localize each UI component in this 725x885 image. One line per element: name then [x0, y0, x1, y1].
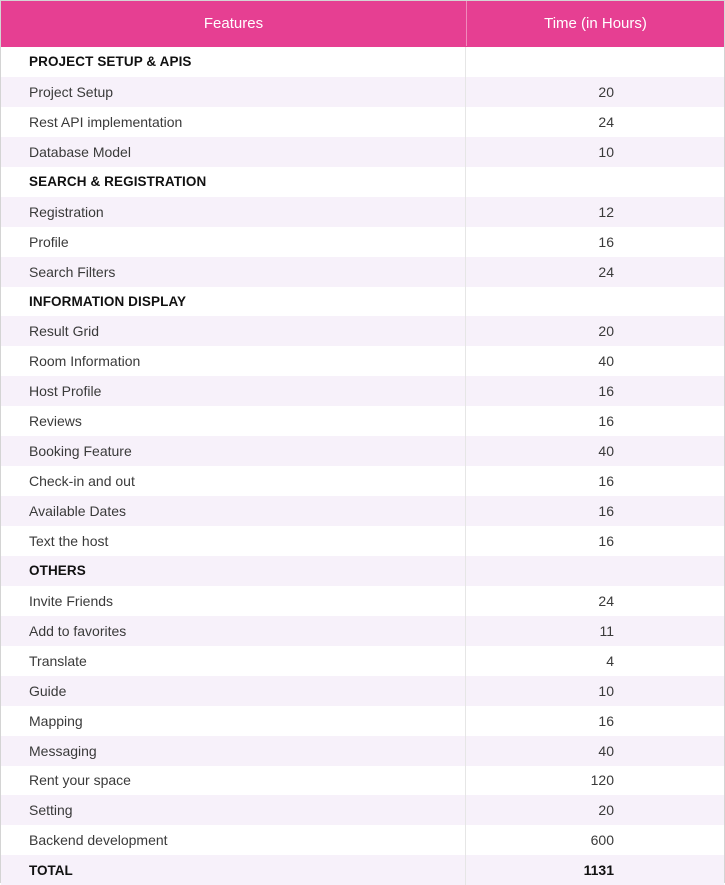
feature-name: Project Setup [1, 77, 466, 107]
section-title: SEARCH & REGISTRATION [1, 167, 466, 197]
feature-name: Add to favorites [1, 616, 466, 646]
section-title: OTHERS [1, 556, 466, 586]
table-row [1, 795, 724, 825]
table-row [1, 646, 724, 676]
feature-name: Rent your space [1, 766, 466, 796]
table-row [1, 526, 724, 556]
feature-name: Backend development [1, 825, 466, 855]
feature-name: Registration [1, 197, 466, 227]
table-row [1, 466, 724, 496]
feature-name: Result Grid [1, 316, 466, 346]
section-row [1, 556, 724, 586]
table-row [1, 316, 724, 346]
table-row [1, 736, 724, 766]
table-row [1, 406, 724, 436]
feature-name: Messaging [1, 736, 466, 766]
hours-value: 11 [599, 622, 614, 639]
table-row [1, 107, 724, 137]
table-row [1, 825, 724, 855]
hours-value: 16 [598, 473, 614, 490]
hours-value: 20 [598, 83, 614, 100]
hours-value [466, 287, 723, 317]
hours-value: 40 [598, 742, 614, 759]
table-row [1, 257, 724, 287]
feature-name: Invite Friends [1, 586, 466, 616]
section-row [1, 287, 724, 317]
hours-value: 24 [598, 592, 614, 609]
table-row [1, 766, 724, 796]
hours-value: 16 [598, 532, 614, 549]
hours-value: 40 [598, 443, 614, 460]
hours-value: 16 [598, 383, 614, 400]
feature-name: Translate [1, 646, 466, 676]
section-row [1, 47, 724, 77]
hours-value: 20 [598, 323, 614, 340]
hours-value: 4 [606, 652, 614, 669]
hours-value [466, 167, 723, 197]
feature-name: Database Model [1, 137, 466, 167]
hours-value: 600 [590, 832, 614, 849]
table-row [1, 227, 724, 257]
total-row [1, 855, 724, 885]
hours-value: 16 [598, 712, 614, 729]
feature-name: Rest API implementation [1, 107, 466, 137]
section-title: PROJECT SETUP & APIS [1, 47, 466, 77]
feature-name: Mapping [1, 706, 466, 736]
hours-value: 120 [590, 772, 614, 789]
table-row [1, 197, 724, 227]
table-body [1, 47, 724, 885]
feature-name: Available Dates [1, 496, 466, 526]
column-header-features: Features [1, 1, 467, 46]
section-row [1, 167, 724, 197]
feature-name: Profile [1, 227, 466, 257]
hours-value [466, 47, 723, 77]
table-row [1, 436, 724, 466]
column-header-time: Time (in Hours) [544, 15, 647, 32]
hours-value: 16 [598, 413, 614, 430]
feature-name: Reviews [1, 406, 466, 436]
feature-name: Room Information [1, 346, 466, 376]
hours-value [466, 556, 723, 586]
hours-value: 16 [598, 233, 614, 250]
feature-name: Text the host [1, 526, 466, 556]
hours-value: 20 [598, 802, 614, 819]
table-row [1, 706, 724, 736]
hours-value: 10 [598, 682, 614, 699]
hours-value: 16 [598, 503, 614, 520]
table-row [1, 676, 724, 706]
hours-value: 10 [598, 143, 614, 160]
table-row [1, 496, 724, 526]
hours-value: 24 [598, 113, 614, 130]
table-row [1, 346, 724, 376]
feature-name: Host Profile [1, 376, 466, 406]
table-row [1, 376, 724, 406]
feature-name: Check-in and out [1, 466, 466, 496]
table-row [1, 586, 724, 616]
total-hours: 1131 [583, 862, 614, 879]
feature-name: Search Filters [1, 257, 466, 287]
table-header [1, 1, 724, 47]
table-row [1, 616, 724, 646]
feature-name: Guide [1, 676, 466, 706]
table-row [1, 77, 724, 107]
feature-name: Booking Feature [1, 436, 466, 466]
hours-value: 12 [598, 203, 614, 220]
section-title: INFORMATION DISPLAY [1, 287, 466, 317]
table-row [1, 137, 724, 167]
total-label: TOTAL [1, 855, 466, 885]
hours-value: 24 [598, 263, 614, 280]
hours-value: 40 [598, 353, 614, 370]
feature-name: Setting [1, 795, 466, 825]
